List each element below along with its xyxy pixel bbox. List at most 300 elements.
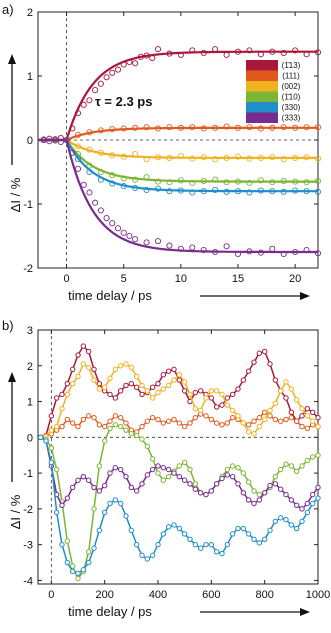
series-6: [38, 435, 320, 575]
data-point: [76, 374, 80, 378]
data-point: [134, 542, 138, 546]
data-point: [102, 510, 106, 514]
data-point: [246, 423, 250, 427]
data-point: [129, 432, 133, 436]
legend-label: (002): [281, 82, 301, 91]
data-point: [115, 67, 120, 72]
panel-label-a: a): [2, 2, 14, 17]
data-point: [289, 464, 293, 468]
data-point: [156, 417, 160, 421]
data-point: [177, 421, 181, 425]
data-point: [252, 419, 256, 423]
data-point: [118, 415, 122, 419]
data-point: [198, 491, 202, 495]
data-point: [133, 237, 138, 242]
data-point: [193, 487, 197, 491]
data-point: [262, 349, 266, 353]
data-point: [97, 423, 101, 427]
data-point: [86, 560, 90, 564]
data-point: [273, 474, 277, 478]
data-point: [284, 492, 288, 496]
data-point: [262, 537, 266, 541]
data-point: [129, 381, 133, 385]
data-point: [129, 485, 133, 489]
data-point: [161, 466, 165, 470]
data-point: [54, 396, 58, 400]
data-point: [93, 200, 98, 205]
data-point: [182, 380, 186, 384]
data-point: [230, 464, 234, 468]
data-point: [294, 503, 298, 507]
data-point: [70, 421, 74, 425]
data-point: [241, 378, 245, 382]
data-point: [284, 396, 288, 400]
data-point: [76, 478, 80, 482]
data-point: [209, 489, 213, 493]
y-axis-arrow-head: [8, 54, 16, 64]
data-point: [155, 47, 160, 52]
data-point: [145, 444, 149, 448]
data-point: [214, 482, 218, 486]
data-point: [134, 374, 138, 378]
data-point: [305, 414, 309, 418]
data-point: [49, 460, 53, 464]
data-point: [92, 546, 96, 550]
data-point: [246, 532, 250, 536]
data-point: [49, 428, 53, 432]
data-point: [156, 381, 160, 385]
data-point: [110, 70, 115, 75]
data-point: [167, 243, 172, 248]
data-point: [86, 349, 90, 353]
data-point: [310, 410, 314, 414]
data-point: [140, 383, 144, 387]
data-point: [134, 489, 138, 493]
data-point: [225, 403, 229, 407]
legend-swatch: [246, 81, 278, 92]
data-point: [257, 351, 261, 355]
x-tick-label: 20: [289, 273, 302, 285]
data-point: [155, 239, 160, 244]
data-point: [305, 510, 309, 514]
data-point: [150, 385, 154, 389]
panel-b: [2, 318, 330, 619]
data-point: [44, 439, 48, 443]
data-point: [60, 392, 64, 396]
data-point: [236, 482, 240, 486]
data-point: [150, 467, 154, 471]
data-point: [161, 532, 165, 536]
data-point: [166, 383, 170, 387]
data-point: [81, 567, 85, 571]
data-point: [252, 489, 256, 493]
data-point: [284, 462, 288, 466]
data-point: [102, 424, 106, 428]
data-point: [214, 405, 218, 409]
x-axis-arrow-head: [300, 608, 310, 616]
data-point: [54, 510, 58, 514]
data-point: [115, 226, 120, 231]
x-tick-label: 10: [174, 273, 187, 285]
data-point: [204, 542, 208, 546]
x-tick-label: 600: [202, 589, 221, 601]
y-tick-label: 2: [26, 7, 33, 19]
data-point: [182, 478, 186, 482]
legend: [246, 60, 301, 123]
data-point: [305, 458, 309, 462]
data-point: [124, 383, 128, 387]
y-tick-label: -1: [23, 468, 33, 481]
series-line: [41, 425, 318, 579]
plot-frame: [38, 330, 318, 584]
data-point: [87, 98, 92, 103]
data-point: [118, 501, 122, 505]
data-point: [172, 367, 176, 371]
data-point: [140, 392, 144, 396]
data-point: [182, 424, 186, 428]
data-point: [86, 550, 90, 554]
data-point: [102, 483, 106, 487]
data-point: [204, 414, 208, 418]
legend-swatch: [246, 60, 278, 71]
y-tick-label: 0: [26, 135, 33, 147]
data-point: [220, 551, 224, 555]
data-point: [193, 415, 197, 419]
data-point: [225, 421, 229, 425]
data-point: [225, 542, 229, 546]
data-point: [86, 414, 90, 418]
data-point: [108, 426, 112, 430]
data-point: [156, 471, 160, 475]
data-point: [97, 489, 101, 493]
data-point: [76, 576, 80, 580]
data-point: [198, 389, 202, 393]
y-tick-label: 1: [26, 396, 33, 409]
data-point: [150, 415, 154, 419]
data-point: [92, 367, 96, 371]
series-2: [38, 410, 320, 439]
panel-label-b: b): [2, 318, 14, 333]
data-point: [97, 464, 101, 468]
data-point: [166, 474, 170, 478]
y-tick-label: 1: [26, 71, 33, 83]
data-point: [193, 542, 197, 546]
data-point: [93, 87, 98, 92]
data-point: [220, 476, 224, 480]
data-point: [124, 474, 128, 478]
data-point: [262, 417, 266, 421]
data-point: [209, 396, 213, 400]
data-point: [81, 102, 86, 107]
y-tick-label: 0: [26, 432, 33, 445]
data-point: [300, 407, 304, 411]
data-point: [204, 492, 208, 496]
data-point: [214, 421, 218, 425]
data-point: [60, 503, 64, 507]
data-point: [220, 423, 224, 427]
data-point: [129, 528, 133, 532]
y-tick-label: -4: [23, 575, 33, 588]
legend-swatch: [246, 92, 278, 103]
data-point: [182, 389, 186, 393]
data-point: [81, 182, 86, 187]
data-point: [230, 474, 234, 478]
data-point: [86, 478, 90, 482]
data-point: [76, 571, 80, 575]
data-point: [177, 474, 181, 478]
legend-label: (111): [282, 71, 300, 81]
data-point: [284, 517, 288, 521]
legend-label: (1̄13): [281, 61, 301, 70]
y-tick-label: -1: [23, 199, 33, 211]
data-point: [60, 424, 64, 428]
data-point: [161, 421, 165, 425]
data-point: [278, 419, 282, 423]
data-point: [198, 408, 202, 412]
data-point: [161, 478, 165, 482]
x-axis-label: time delay / ps: [68, 604, 152, 619]
data-point: [294, 469, 298, 473]
data-point: [145, 473, 149, 477]
data-point: [65, 539, 69, 543]
data-point: [118, 364, 122, 368]
x-axis-label: time delay / ps: [68, 288, 152, 303]
x-tick-label: 200: [95, 589, 114, 601]
y-tick-label: -2: [23, 263, 33, 275]
data-point: [81, 417, 85, 421]
data-point: [150, 553, 154, 557]
data-point: [150, 55, 155, 60]
data-point: [225, 473, 229, 477]
data-point: [70, 485, 74, 489]
data-point: [49, 446, 53, 450]
data-point: [113, 414, 117, 418]
data-point: [144, 240, 149, 245]
y-axis-label: ΔI / %: [8, 177, 23, 213]
data-point: [316, 415, 320, 419]
data-point: [177, 526, 181, 530]
data-point: [289, 498, 293, 502]
data-point: [113, 396, 117, 400]
data-point: [70, 367, 74, 371]
data-point: [278, 516, 282, 520]
data-point: [60, 407, 64, 411]
data-point: [310, 492, 314, 496]
data-point: [193, 390, 197, 394]
data-point: [268, 528, 272, 532]
data-point: [49, 414, 53, 418]
data-point: [118, 389, 122, 393]
data-point: [104, 215, 109, 220]
data-point: [65, 560, 69, 564]
data-point: [289, 415, 293, 419]
data-point: [140, 424, 144, 428]
data-point: [108, 392, 112, 396]
series-line: [41, 437, 318, 509]
data-point: [220, 392, 224, 396]
data-point: [76, 353, 80, 357]
data-point: [65, 381, 69, 385]
data-point: [284, 417, 288, 421]
data-point: [262, 491, 266, 495]
y-axis-arrow-head: [8, 372, 16, 382]
data-point: [81, 344, 85, 348]
data-point: [224, 52, 229, 57]
tau-annotation: τ = 2.3 ps: [95, 94, 153, 109]
data-point: [150, 457, 154, 461]
data-point: [172, 417, 176, 421]
data-point: [110, 221, 115, 226]
data-point: [230, 392, 234, 396]
data-point: [273, 401, 277, 405]
data-point: [133, 61, 138, 66]
data-point: [294, 419, 298, 423]
data-point: [252, 537, 256, 541]
data-point: [268, 362, 272, 366]
data-point: [316, 496, 320, 500]
data-point: [236, 414, 240, 418]
data-point: [305, 501, 309, 505]
data-point: [294, 398, 298, 402]
data-point: [124, 362, 128, 366]
data-point: [102, 385, 106, 389]
data-point: [81, 362, 85, 366]
data-point: [224, 244, 229, 249]
data-point: [300, 507, 304, 511]
x-tick-label: 400: [148, 589, 168, 601]
legend-label: (1̄10): [281, 92, 301, 102]
data-point: [38, 435, 42, 439]
data-point: [246, 480, 250, 484]
data-point: [70, 569, 74, 573]
data-point: [241, 491, 245, 495]
data-point: [278, 467, 282, 471]
data-point: [257, 424, 261, 428]
data-point: [316, 424, 320, 428]
legend-swatch: [246, 71, 278, 82]
x-tick-label: 15: [231, 273, 245, 285]
data-point: [97, 528, 101, 532]
x-axis-arrow-head: [300, 292, 310, 300]
x-tick-label: 1000: [305, 589, 331, 601]
data-point: [145, 389, 149, 393]
data-point: [236, 526, 240, 530]
data-point: [273, 378, 277, 382]
series-line: [41, 437, 318, 573]
data-point: [145, 419, 149, 423]
y-tick-label: -3: [23, 539, 33, 552]
data-point: [113, 367, 117, 371]
data-point: [188, 537, 192, 541]
data-point: [177, 464, 181, 468]
data-point: [104, 75, 109, 80]
data-point: [113, 466, 117, 470]
data-point: [118, 424, 122, 428]
data-point: [268, 483, 272, 487]
data-point: [268, 408, 272, 412]
data-point: [54, 467, 58, 471]
data-point: [190, 245, 195, 250]
x-tick-label: 5: [120, 273, 127, 285]
data-point: [129, 365, 133, 369]
data-point: [172, 471, 176, 475]
panel-a: [2, 2, 321, 303]
data-point: [193, 482, 197, 486]
data-point: [193, 407, 197, 411]
data-point: [214, 550, 218, 554]
data-point: [108, 471, 112, 475]
data-point: [127, 233, 132, 238]
data-point: [60, 542, 64, 546]
data-point: [98, 208, 103, 213]
data-point: [124, 428, 128, 432]
data-point: [166, 419, 170, 423]
data-point: [150, 396, 154, 400]
data-point: [108, 501, 112, 505]
data-point: [236, 466, 240, 470]
data-point: [300, 519, 304, 523]
data-point: [204, 396, 208, 400]
data-point: [225, 467, 229, 471]
data-point: [156, 390, 160, 394]
data-point: [209, 417, 213, 421]
data-point: [145, 557, 149, 561]
data-point: [278, 487, 282, 491]
data-point: [257, 541, 261, 545]
data-point: [278, 389, 282, 393]
data-point: [230, 415, 234, 419]
data-point: [65, 496, 69, 500]
data-point: [140, 482, 144, 486]
data-point: [92, 415, 96, 419]
data-point: [124, 514, 128, 518]
data-point: [257, 492, 261, 496]
data-point: [289, 387, 293, 391]
data-point: [246, 430, 250, 434]
data-point: [300, 424, 304, 428]
data-point: [284, 380, 288, 384]
data-point: [262, 410, 266, 414]
legend-swatch: [246, 113, 278, 124]
data-point: [76, 424, 80, 428]
data-point: [172, 523, 176, 527]
y-tick-label: -2: [23, 503, 33, 516]
data-point: [257, 498, 261, 502]
data-point: [246, 369, 250, 373]
data-point: [241, 526, 245, 530]
data-point: [92, 507, 96, 511]
data-point: [166, 467, 170, 471]
data-point: [98, 81, 103, 86]
data-point: [156, 542, 160, 546]
data-point: [134, 433, 138, 437]
data-point: [230, 408, 234, 412]
data-point: [252, 501, 256, 505]
data-point: [188, 421, 192, 425]
y-tick-label: 2: [26, 360, 33, 373]
data-point: [188, 482, 192, 486]
data-point: [209, 389, 213, 393]
series-4: [38, 423, 320, 581]
data-point: [294, 526, 298, 530]
legend-label: (333): [281, 113, 301, 123]
x-tick-label: 0: [63, 273, 70, 285]
data-point: [121, 230, 126, 235]
legend-swatch: [246, 102, 278, 113]
y-tick-label: 3: [26, 325, 33, 337]
data-point: [252, 432, 256, 436]
data-point: [70, 381, 74, 385]
